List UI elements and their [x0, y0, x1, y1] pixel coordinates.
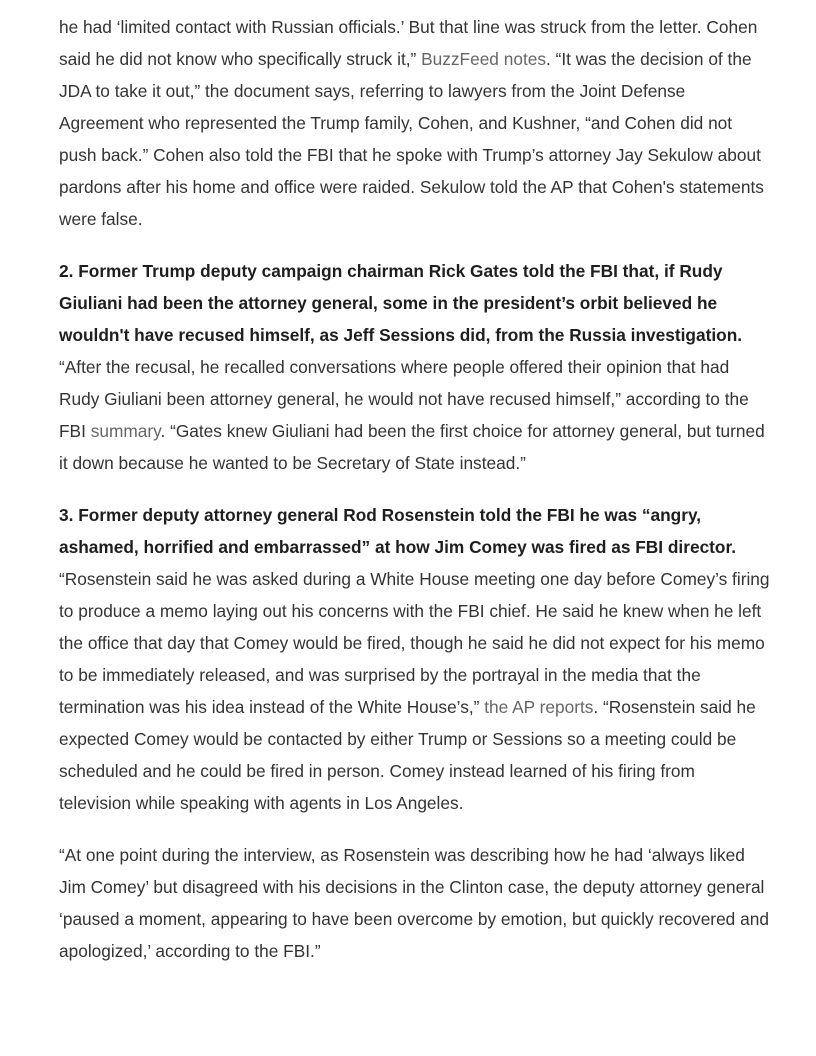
paragraph-interview [59, 839, 771, 967]
fbi-summary-link[interactable]: summary [90, 421, 161, 441]
paragraph-text: “After the recusal, he recalled conversations where people offered their opinion that had Rudy Giuliani been attorney general, he would not have recused himself,” according to the FBI [59, 357, 749, 441]
paragraph-gates [59, 255, 771, 479]
paragraph-text: . “Rosenstein said he expected Comey would be contacted by either Trump or Sessions so a meeting could be scheduled and he could be fired in person. Comey instead learned of his firing from television while speaking with agents in Los Angeles. [59, 697, 756, 813]
paragraph-rosenstein [59, 499, 771, 819]
buzzfeed-notes-link[interactable]: BuzzFeed notes [421, 49, 546, 69]
article-body [59, 11, 771, 967]
paragraph-text: . “It was the decision of the JDA to take it out,” the document says, referring to lawyers from the Joint Defense Agreement who represented the Trump family, Cohen, and Kushner, “and Cohen did not push back.” Cohen also told the FBI that he spoke with Trump’s attorney Jay Sekulow about pardons after his home and office were raided. Sekulow told the AP that Cohen's statements were false. [59, 49, 764, 229]
paragraph-text: . “Gates knew Giuliani had been the first choice for attorney general, but turned it down because he wanted to be Secretary of State instead.” [59, 421, 765, 473]
paragraph-lead: 2. Former Trump deputy campaign chairman Rick Gates told the FBI that, if Rudy Giuliani had been the attorney general, some in the president’s orbit believed he wouldn't have recused himself, as Jeff Sessions did, from the Russia investigation. [59, 261, 743, 345]
paragraph-text: he had ‘limited contact with Russian officials.’ But that line was struck from the letter. Cohen said he did not know who specifically struck it,” [59, 17, 758, 69]
paragraph-cohen [59, 11, 771, 235]
ap-reports-link[interactable]: the AP reports [484, 697, 594, 717]
paragraph-lead: 3. Former deputy attorney general Rod Rosenstein told the FBI he was “angry, ashamed, horrified and embarrassed” at how Jim Comey was fired as FBI director. [59, 505, 737, 557]
paragraph-text: “Rosenstein said he was asked during a White House meeting one day before Comey’s firing to produce a memo laying out his concerns with the FBI chief. He said he knew when he left the office that day that Comey would be fired, though he said he did not expect for his memo to be immediately released, and was surprised by the portrayal in the media that the termination was his idea instead of the White House’s,” [59, 569, 770, 717]
paragraph-text: “At one point during the interview, as Rosenstein was describing how he had ‘always liked Jim Comey’ but disagreed with his decisions in the Clinton case, the deputy attorney general ‘paused a moment, appearing to have been overcome by emotion, but quickly recovered and apologized,’ according to the FBI.” [59, 845, 769, 961]
